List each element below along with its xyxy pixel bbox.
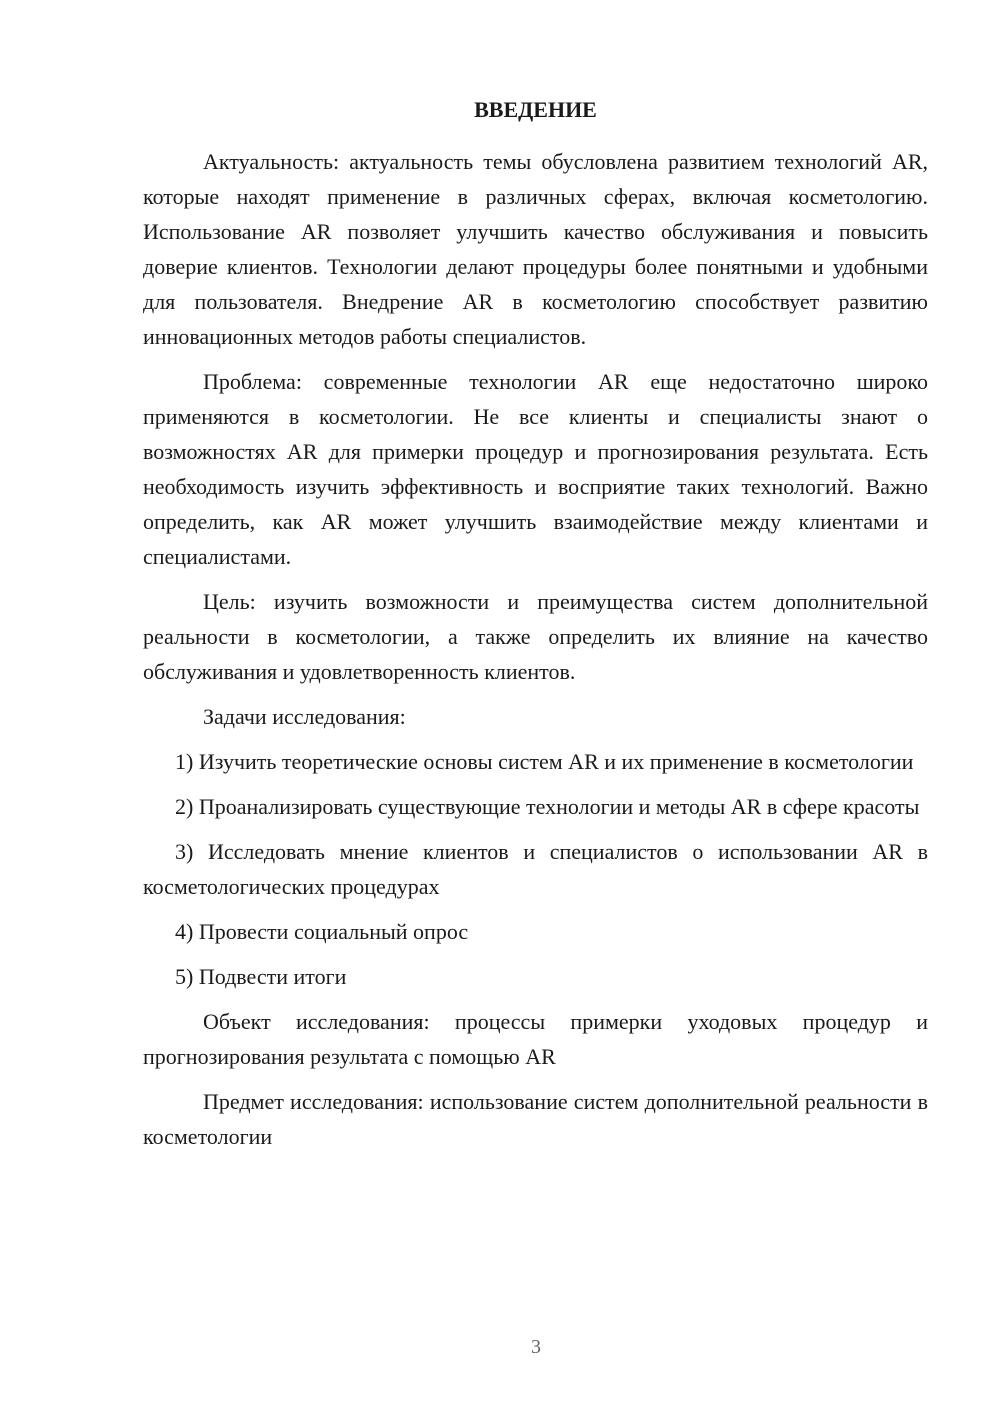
task-item: 1) Изучить теоретические основы систем AR и их применение в косметологии (175, 749, 914, 774)
task-item: 2) Проанализировать существующие технологии и методы AR в сфере красоты (175, 794, 920, 819)
task-item: 4) Провести социальный опрос (175, 919, 469, 944)
relevance-paragraph: Актуальность: актуальность темы обусловлена развитием технологий AR, которые находят применение в различных сферах, включая косметологию. Использование AR позволяет улучшить качество обслуживания и повысить доверие клиентов. Технологии делают процедуры более понятными и удобными для пользователя. Внедрение AR в косметологию способствует развитию инновационных методов работы специалистов. (143, 149, 928, 349)
task-item: 3) Исследовать мнение клиентов и специалистов о использовании AR в косметологических процедурах (143, 839, 928, 899)
page-number: 3 (531, 1336, 541, 1358)
goal-paragraph: Цель: изучить возможности и преимущества систем дополнительной реальности в косметологии, а также определить их влияние на качество обслуживания и удовлетворенность клиентов. (143, 589, 928, 684)
page-title: ВВЕДЕНИЕ (474, 97, 597, 122)
research-object-paragraph: Объект исследования: процессы примерки уходовых процедур и прогнозирования результата с помощью AR (143, 1009, 928, 1069)
problem-paragraph: Проблема: современные технологии AR еще недостаточно широко применяются в косметологии. Не все клиенты и специалисты знают о возможностях AR для примерки процедур и прогнозирования результата. Есть необходимость изучить эффективность и восприятие таких технологий. Важно определить, как AR может улучшить взаимодействие между клиентами и специалистами. (143, 369, 928, 569)
research-subject-paragraph: Предмет исследования: использование систем дополнительной реальности в косметологии (143, 1089, 928, 1149)
document-body (143, 94, 928, 1164)
tasks-heading: Задачи исследования: (203, 704, 406, 729)
task-item: 5) Подвести итоги (175, 964, 347, 989)
